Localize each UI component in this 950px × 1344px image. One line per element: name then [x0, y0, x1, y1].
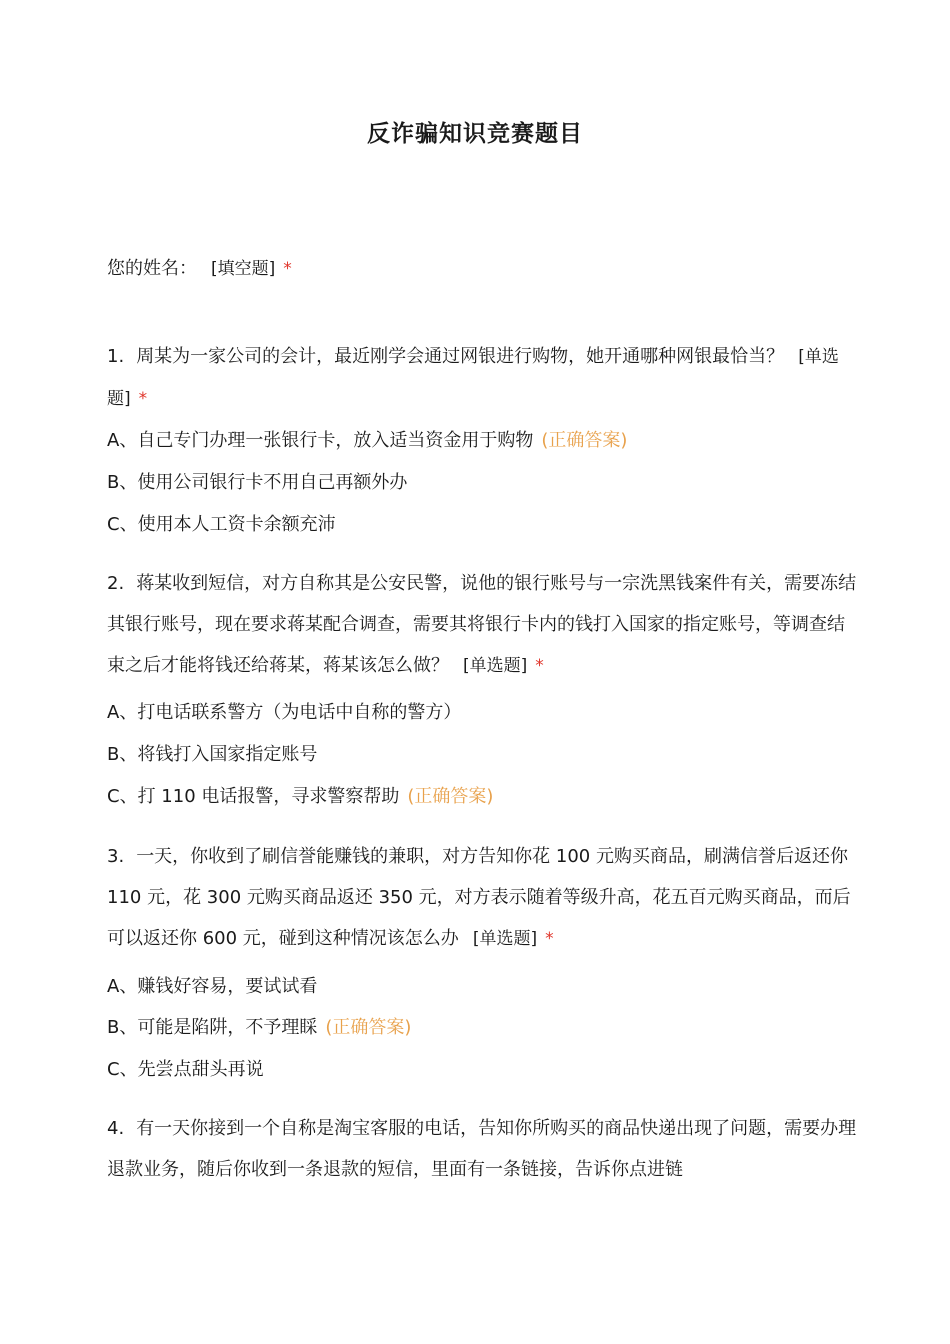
question-1-option-b — [107, 468, 867, 498]
question-text: 蒋某收到短信，对方自称其是公安民警，说他的银行账号与一宗洗黑钱案件有关，需要冻结其银行账号，现在要求蒋某配合调查，需要其将银行卡内的钱打入国家的指定账号，等调查结束之后才能将钱还给蒋某，蒋某该怎么做？ — [107, 573, 857, 676]
question-number: 1. — [107, 346, 125, 367]
correct-answer-label: (正确答案) — [325, 1017, 412, 1038]
question-3-option-a — [107, 972, 867, 1002]
option-text: 自己专门办理一张银行卡，放入适当资金用于购物 — [137, 430, 534, 451]
option-text: 将钱打入国家指定账号 — [137, 744, 318, 765]
question-4 — [107, 1108, 859, 1190]
option-text: 可能是陷阱，不予理睬 — [137, 1017, 318, 1038]
question-3-option-b — [107, 1013, 867, 1043]
question-2-option-b — [107, 740, 867, 770]
correct-answer-label: (正确答案) — [541, 430, 628, 451]
question-3-option-c — [107, 1055, 867, 1085]
document-title: 反诈骗知识竞赛题目 — [367, 120, 583, 147]
option-text: 赚钱好容易，要试试看 — [137, 976, 318, 997]
option-letter: A、 — [107, 702, 138, 723]
option-text: 打电话联系警方（为电话中自称的警方） — [137, 702, 462, 723]
question-2-option-a — [107, 698, 867, 728]
question-number: 4. — [107, 1118, 125, 1139]
name-label: 您的姓名： — [107, 258, 197, 279]
option-text: 使用本人工资卡余额充沛 — [137, 514, 336, 535]
question-1-option-a — [107, 426, 867, 456]
option-letter: B、 — [107, 472, 138, 493]
question-2 — [107, 563, 859, 687]
option-letter: C、 — [107, 514, 138, 535]
question-1 — [107, 336, 859, 420]
question-text: 周某为一家公司的会计，最近刚学会通过网银进行购物，她开通哪种网银最恰当？ — [136, 346, 785, 367]
question-text: 一天，你收到了刷信誉能赚钱的兼职，对方告知你花 100 元购买商品，刷满信誉后返还你 110 元，花 300 元购买商品返还 350 元，对方表示随着等级升高，花五百元购买商品，而后可以返还你 600 元，碰到这种情况该怎么办 — [107, 846, 851, 949]
question-number: 2. — [107, 573, 125, 594]
question-3 — [107, 836, 859, 960]
question-1-option-c — [107, 510, 867, 540]
option-text: 使用公司银行卡不用自己再额外办 — [137, 472, 408, 493]
required-mark: * — [138, 389, 148, 409]
option-letter: C、 — [107, 1059, 138, 1080]
question-type-tag: [单选题] — [107, 347, 839, 409]
question-2-option-c — [107, 782, 867, 812]
question-type-tag: [填空题] — [211, 259, 276, 279]
question-type-tag: [单选题] — [463, 656, 528, 676]
required-mark: * — [283, 259, 292, 279]
required-mark: * — [535, 656, 544, 676]
option-text: 打 110 电话报警，寻求警察帮助 — [137, 786, 400, 807]
question-type-tag: [单选题] — [472, 929, 538, 949]
option-text: 先尝点甜头再说 — [137, 1059, 264, 1080]
option-letter: B、 — [107, 1017, 138, 1038]
required-mark: * — [545, 929, 554, 949]
option-letter: A、 — [107, 976, 138, 997]
correct-answer-label: (正确答案) — [407, 786, 494, 807]
option-letter: A、 — [107, 430, 138, 451]
option-letter: C、 — [107, 786, 138, 807]
question-number: 3. — [107, 846, 125, 867]
name-question — [107, 254, 292, 284]
option-letter: B、 — [107, 744, 138, 765]
question-text: 有一天你接到一个自称是淘宝客服的电话，告知你所购买的商品快递出现了问题，需要办理退款业务，随后你收到一条退款的短信，里面有一条链接，告诉你点进链 — [107, 1118, 857, 1180]
